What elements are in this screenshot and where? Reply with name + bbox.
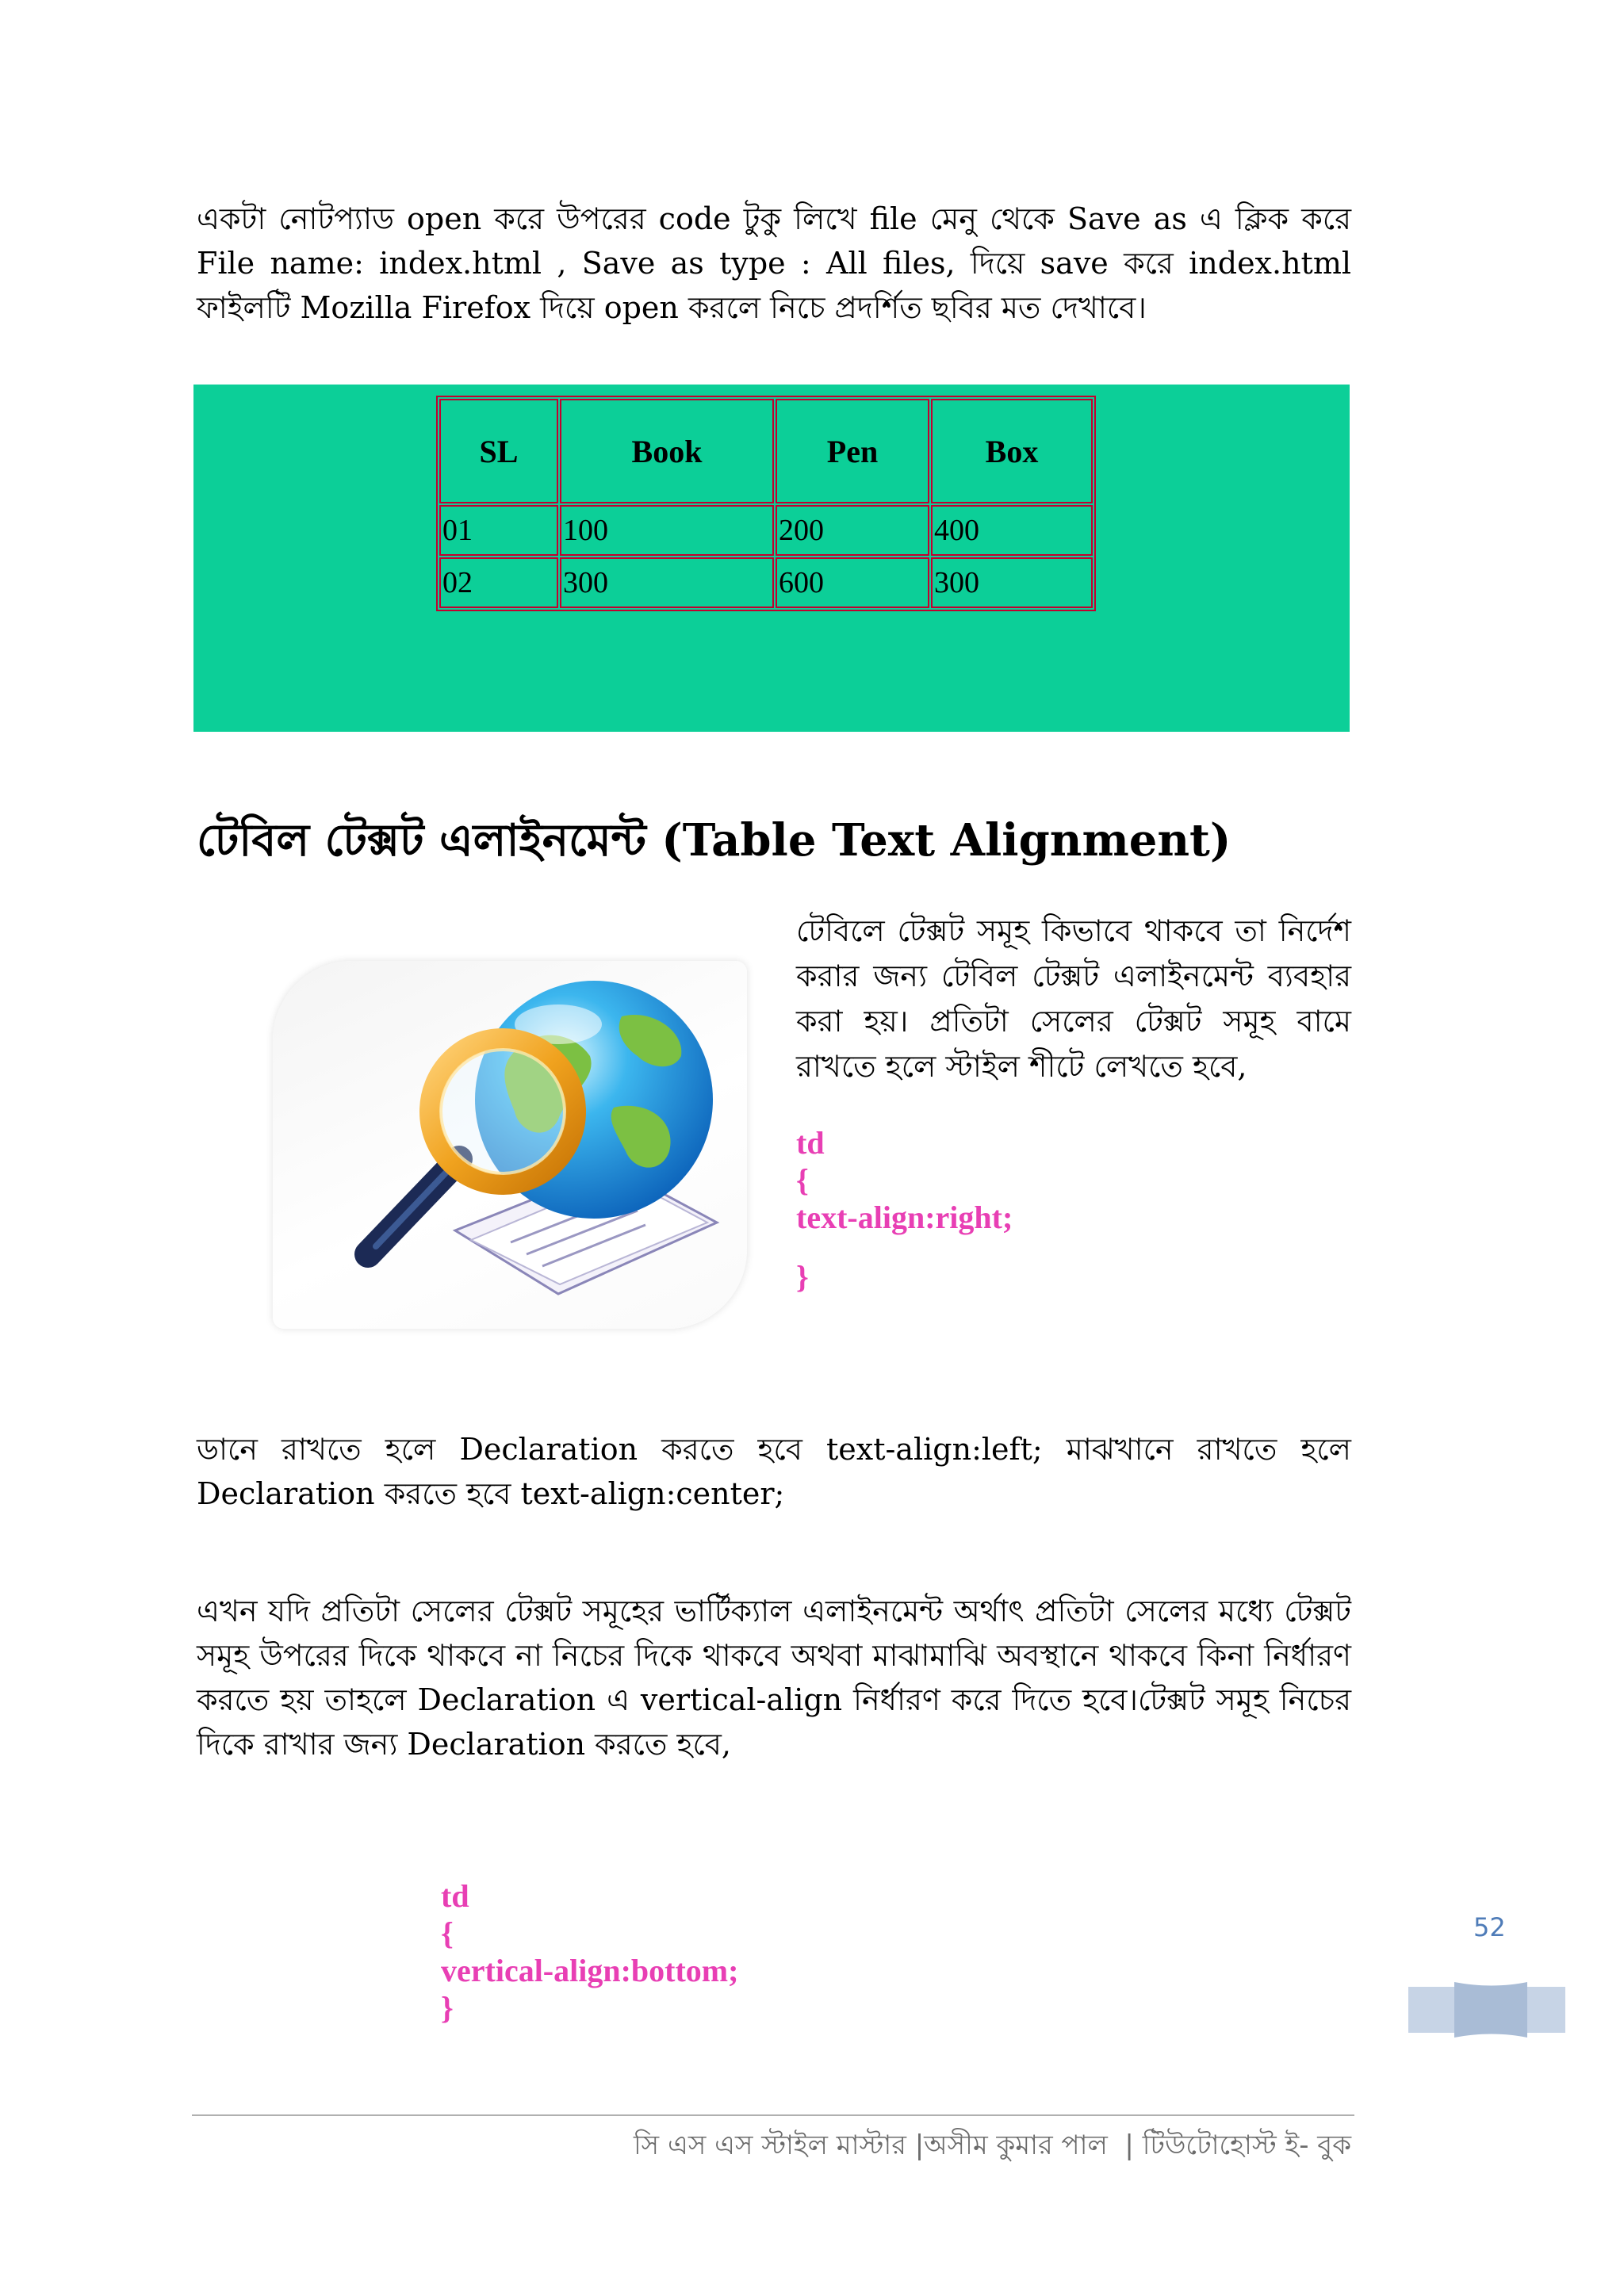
- page-tab-decoration: [1408, 1980, 1565, 2039]
- page-number: 52: [1473, 1912, 1506, 1942]
- alignment-paragraph: ডানে রাখতে হলে Declaration করতে হবে text-align:left; মাঝখানে রাখতে হলে Declaration করতে হবে text-align:center;: [197, 1432, 1351, 1511]
- code-line: }: [441, 1990, 454, 2026]
- table-header-cell: Box: [931, 399, 1093, 503]
- code-block-text-align: [796, 1124, 1013, 1295]
- code-gap: [796, 1236, 1013, 1258]
- table-cell: 300: [560, 557, 774, 608]
- side-paragraph: টেবিলে টেক্সট সমূহ কিভাবে থাকবে তা নির্দেশ করার জন্য টেবিল টেক্সট এলাইনমেন্ট ব্যবহার করা হয়। প্রতিটা সেলের টেক্সট সমূহ বামে রাখতে হলে স্টাইল শীটে লেখতে হবে,: [796, 913, 1351, 1084]
- code-line: }: [796, 1259, 809, 1295]
- code-line: text-align:right;: [796, 1200, 1013, 1235]
- table-header-cell: SL: [439, 399, 558, 503]
- table-cell: 600: [776, 557, 929, 608]
- table-cell: 300: [931, 557, 1093, 608]
- vertical-align-paragraph: এখন যদি প্রতিটা সেলের টেক্সট সমূহের ভার্টিক্যাল এলাইনমেন্ট অর্থাৎ প্রতিটা সেলের মধ্যে টেক্সট সমূহ উপরের দিকে থাকবে না নিচের দিকে থাকবে অথবা মাঝামাঝি অবস্থানে থাকবে কিনা নির্ধারণ করতে হয় তাহলে Declaration এ vertical-align নির্ধারণ করে দিতে হবে।টেক্সট সমূহ নিচের দিকে রাখার জন্য Declaration করতে হবে,: [197, 1594, 1351, 1762]
- demo-table: [436, 396, 1096, 611]
- footer-text: সি এস এস স্টাইল মাস্টার |অসীম কুমার পাল | টিউটোহোস্ট ই- বুক: [633, 2130, 1351, 2161]
- table-header-row: [439, 399, 1093, 503]
- table-header-cell: Pen: [776, 399, 929, 503]
- table-cell: 02: [439, 557, 558, 608]
- table-cell: 01: [439, 505, 558, 556]
- table-cell: 100: [560, 505, 774, 556]
- code-block-vertical-align: [441, 1877, 738, 2026]
- footer-divider: [192, 2114, 1354, 2116]
- intro-paragraph: একটা নোটপ্যাড open করে উপরের code টুকু লিখে file মেনু থেকে Save as এ ক্লিক করে File name: index.html , Save as type : All files, দিয়ে save করে index.html ফাইলটি Mozilla Firefox দিয়ে open করলে নিচে প্রদর্শিত ছবির মত দেখাবে।: [197, 201, 1351, 325]
- table-header-cell: Book: [560, 399, 774, 503]
- code-line: {: [441, 1915, 454, 1951]
- code-line: vertical-align:bottom;: [441, 1953, 739, 1988]
- magnifier-globe-icon: [273, 961, 747, 1329]
- section-heading: টেবিল টেক্সট এলাইনমেন্ট (Table Text Alignment): [197, 814, 1231, 867]
- code-line: td: [796, 1125, 825, 1161]
- table-row: [439, 505, 1093, 556]
- table-cell: 400: [931, 505, 1093, 556]
- code-line: td: [441, 1878, 469, 1914]
- demo-output-box: [193, 385, 1350, 732]
- table-cell: 200: [776, 505, 929, 556]
- code-line: {: [796, 1162, 809, 1198]
- table-row: [439, 557, 1093, 608]
